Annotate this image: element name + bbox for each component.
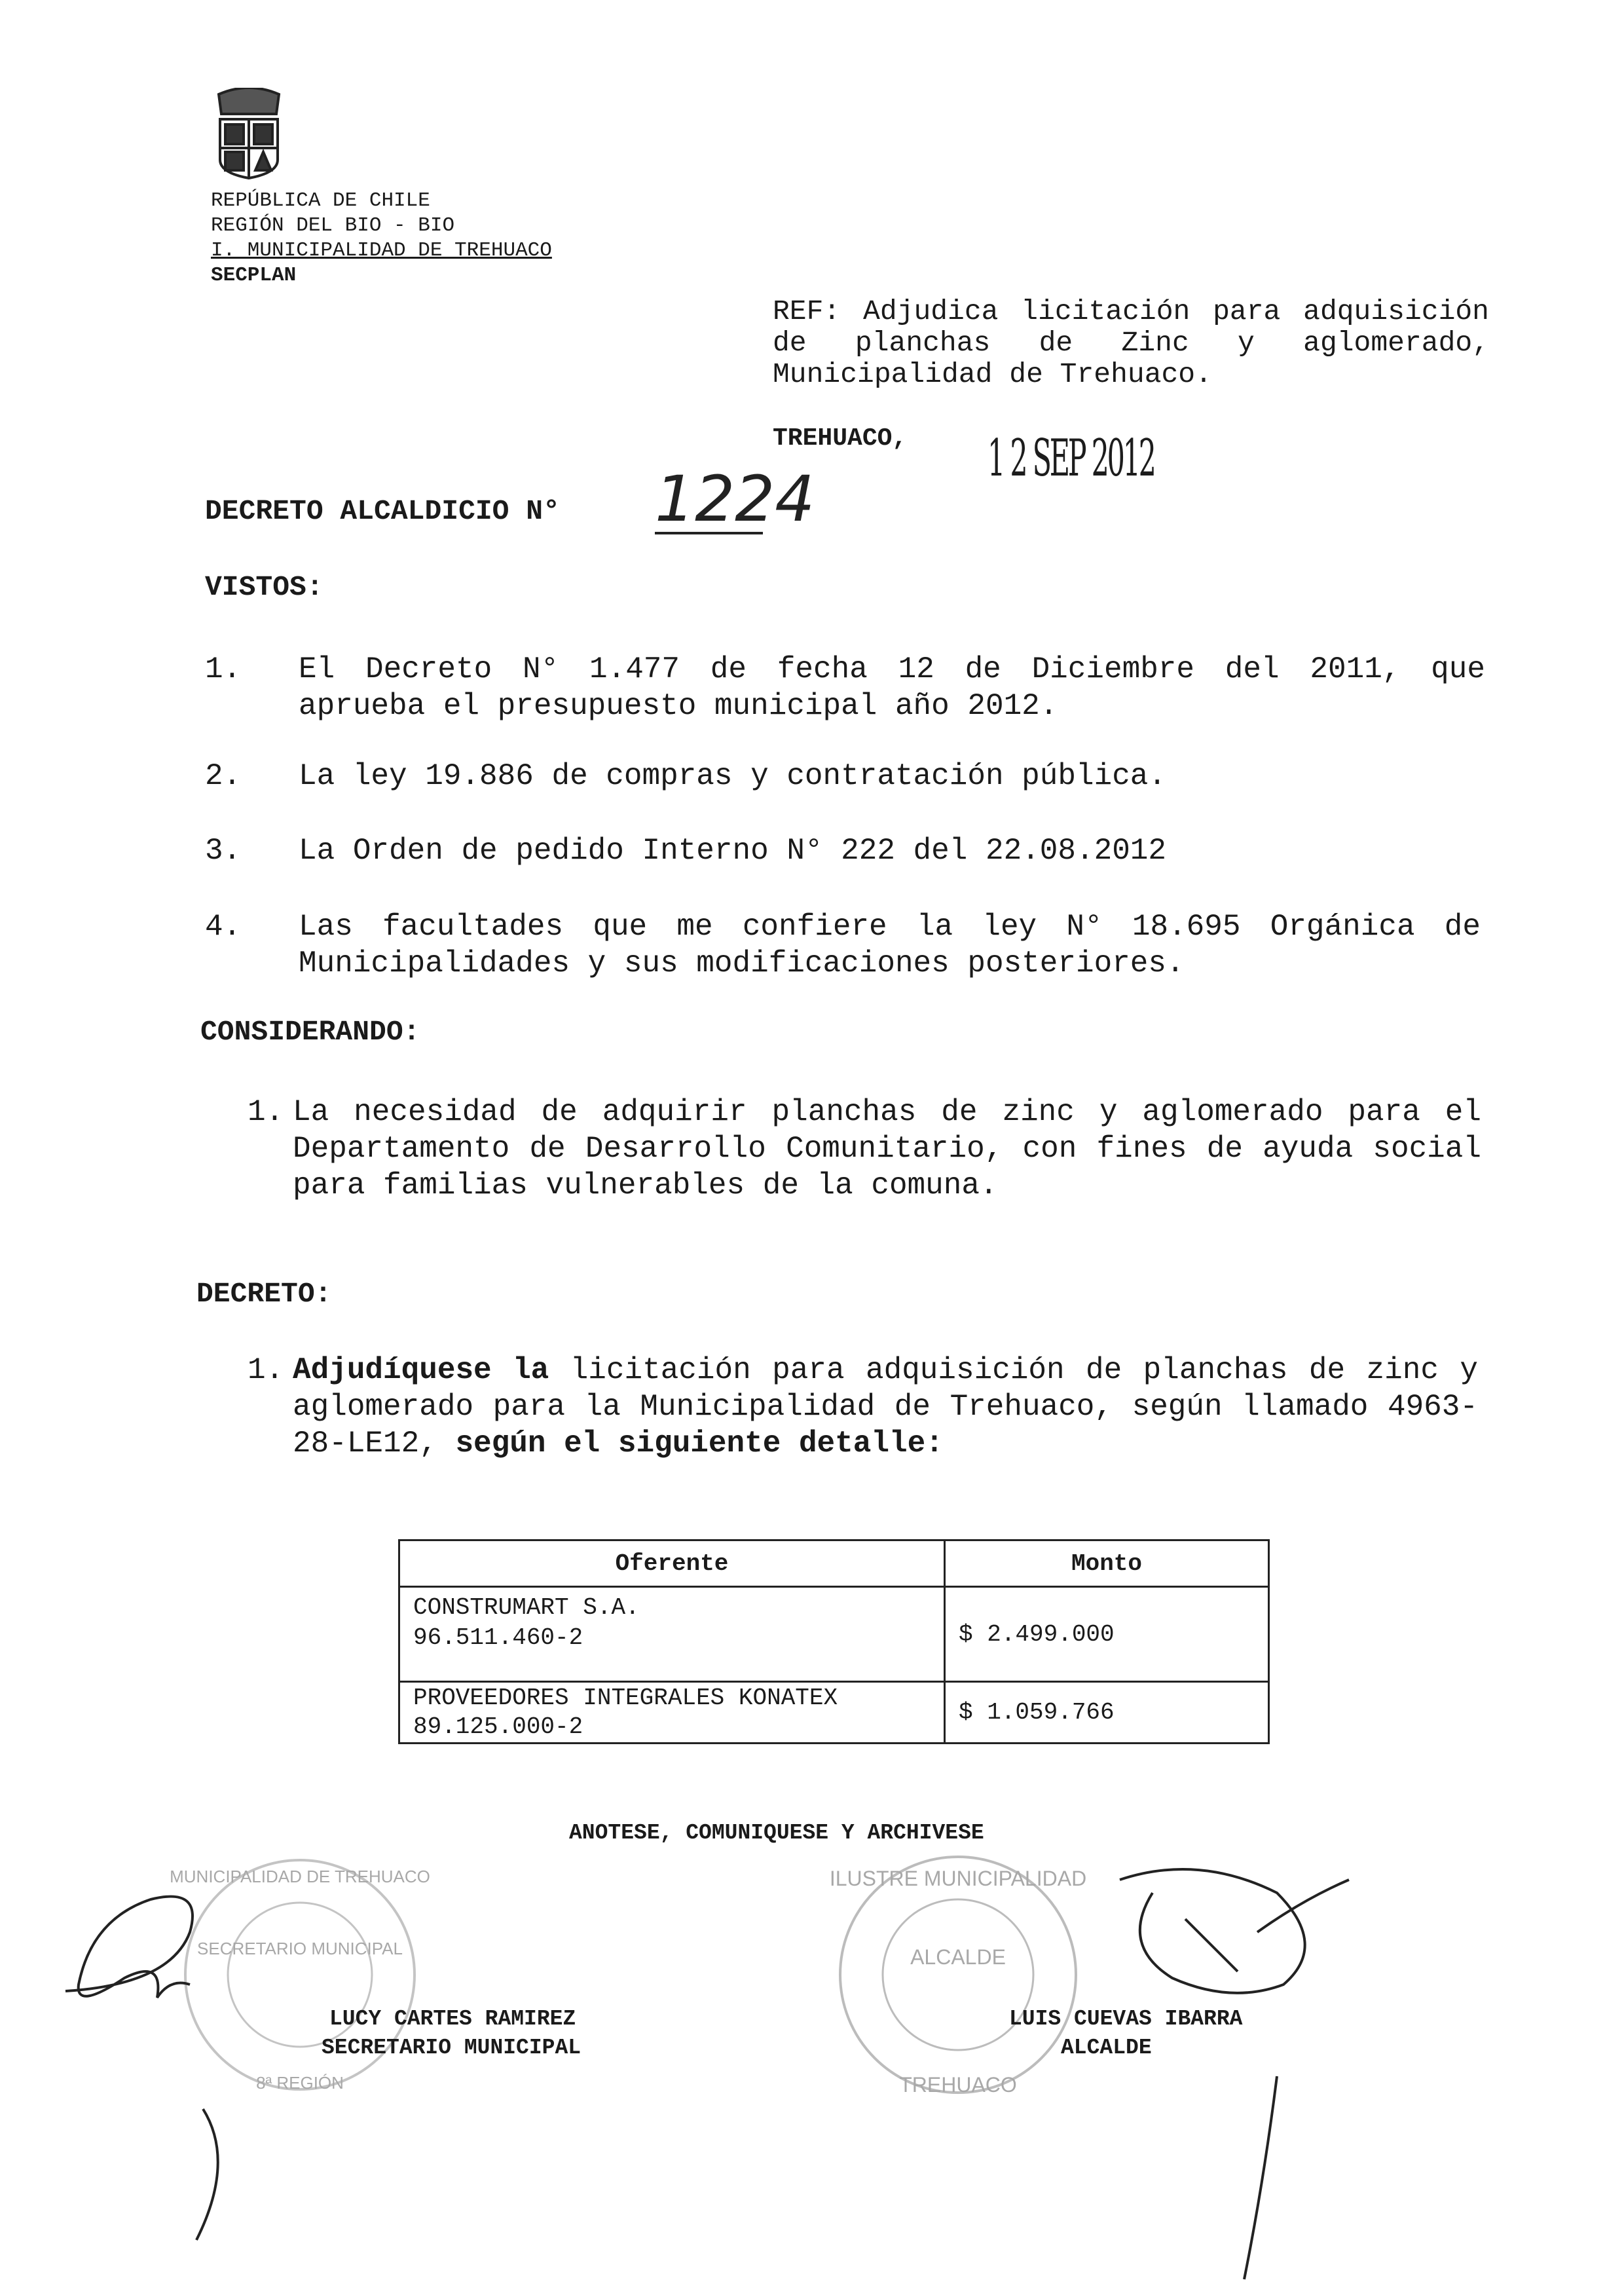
decreto-bold-start: Adjudíquese la — [293, 1353, 549, 1387]
header-monto: Monto — [945, 1540, 1269, 1587]
table-row — [399, 1682, 1269, 1744]
decreto-1-num: 1. — [248, 1353, 284, 1387]
left-seal-center: SECRETARIO MUNICIPAL — [197, 1939, 403, 1958]
award-table — [398, 1539, 1270, 1744]
right-seal-bottom: TREHUACO — [899, 2073, 1017, 2097]
considerando-1-num: 1. — [248, 1095, 284, 1129]
oferente-cell — [399, 1682, 945, 1744]
closing-text: ANOTESE, COMUNIQUESE Y ARCHIVESE — [569, 1821, 984, 1845]
monto-cell: $ 2.499.000 — [945, 1587, 1269, 1682]
municipal-coat-of-arms-icon — [212, 88, 291, 183]
vistos-heading: VISTOS: — [205, 571, 323, 603]
header-oferente: Oferente — [399, 1540, 945, 1587]
left-seal — [182, 1854, 418, 2102]
oferente-name: CONSTRUMART S.A. — [413, 1594, 640, 1621]
vistos-1-num: 1. — [205, 652, 242, 686]
right-seal — [830, 1854, 1086, 2102]
decreto-1-text — [293, 1352, 1478, 1462]
header-republic: REPÚBLICA DE CHILE — [211, 189, 430, 212]
right-seal-center: ALCALDE — [910, 1945, 1006, 1969]
monto-cell: $ 1.059.766 — [945, 1682, 1269, 1744]
vistos-2-text: La ley 19.886 de compras y contratación pública. — [299, 759, 1167, 793]
vistos-1-text: El Decreto N° 1.477 de fecha 12 de Diciembre del 2011, que aprueba el presupuesto municipal año 2012. — [299, 652, 1485, 723]
oferente-cell — [399, 1587, 945, 1682]
left-signer-name: LUCY CARTES RAMIREZ — [329, 2007, 576, 2031]
vistos-2-num: 2. — [205, 759, 242, 793]
vistos-4-num: 4. — [205, 910, 242, 944]
decreto-text: licitación para adquisición de planchas de zinc y aglomerado para la Municipalidad de Trehuaco, según llamado 4963-28-LE12, — [293, 1353, 1478, 1461]
decreto-bold-end: según el siguiente detalle: — [455, 1427, 944, 1461]
header-department: SECPLAN — [211, 264, 297, 287]
oferente-rut: 89.125.000-2 — [413, 1713, 583, 1740]
considerando-heading: CONSIDERANDO: — [200, 1016, 420, 1048]
considerando-1-text: La necesidad de adquirir planchas de zinc y aglomerado para el Departamento de Desarrollo Comunitario, con fines de ayuda social para familias vulnerables de la comuna. — [293, 1095, 1481, 1203]
decree-title: DECRETO ALCALDICIO N° — [205, 495, 560, 527]
table-row — [399, 1587, 1269, 1682]
right-seal-ring: ILUSTRE MUNICIPALIDAD — [829, 1867, 1087, 1890]
date-stamp: 1 2 SEP 2012 — [987, 429, 1154, 488]
right-signature — [1107, 1854, 1369, 2286]
table-header-row — [399, 1540, 1269, 1587]
left-seal-bottom: 8ª REGIÓN — [256, 2073, 344, 2093]
oferente-name: PROVEEDORES INTEGRALES KONATEX — [413, 1684, 838, 1711]
right-signer-name: LUIS CUEVAS IBARRA — [1009, 2007, 1243, 2031]
reference-text: REF: Adjudica licitación para adquisición de planchas de Zinc y aglomerado, Municipalidad de Trehuaco. — [773, 295, 1489, 390]
vistos-3-text: La Orden de pedido Interno N° 222 del 22.08.2012 — [299, 834, 1167, 868]
decree-number: 1224 — [655, 462, 815, 536]
header-region: REGIÓN DEL BIO - BIO — [211, 214, 455, 237]
left-seal-ring: MUNICIPALIDAD DE TREHUACO — [170, 1867, 430, 1886]
right-signer-role: ALCALDE — [1061, 2036, 1152, 2060]
left-signer-role: SECRETARIO MUNICIPAL — [322, 2036, 581, 2060]
header-municipality: I. MUNICIPALIDAD DE TREHUACO — [211, 239, 552, 262]
vistos-3-num: 3. — [205, 834, 242, 868]
oferente-rut: 96.511.460-2 — [413, 1624, 583, 1651]
decreto-heading: DECRETO: — [196, 1278, 332, 1310]
vistos-4-text: Las facultades que me confiere la ley N° 18.695 Orgánica de Municipalidades y sus modificaciones posteriores. — [299, 910, 1481, 980]
place: TREHUACO, — [773, 424, 908, 453]
